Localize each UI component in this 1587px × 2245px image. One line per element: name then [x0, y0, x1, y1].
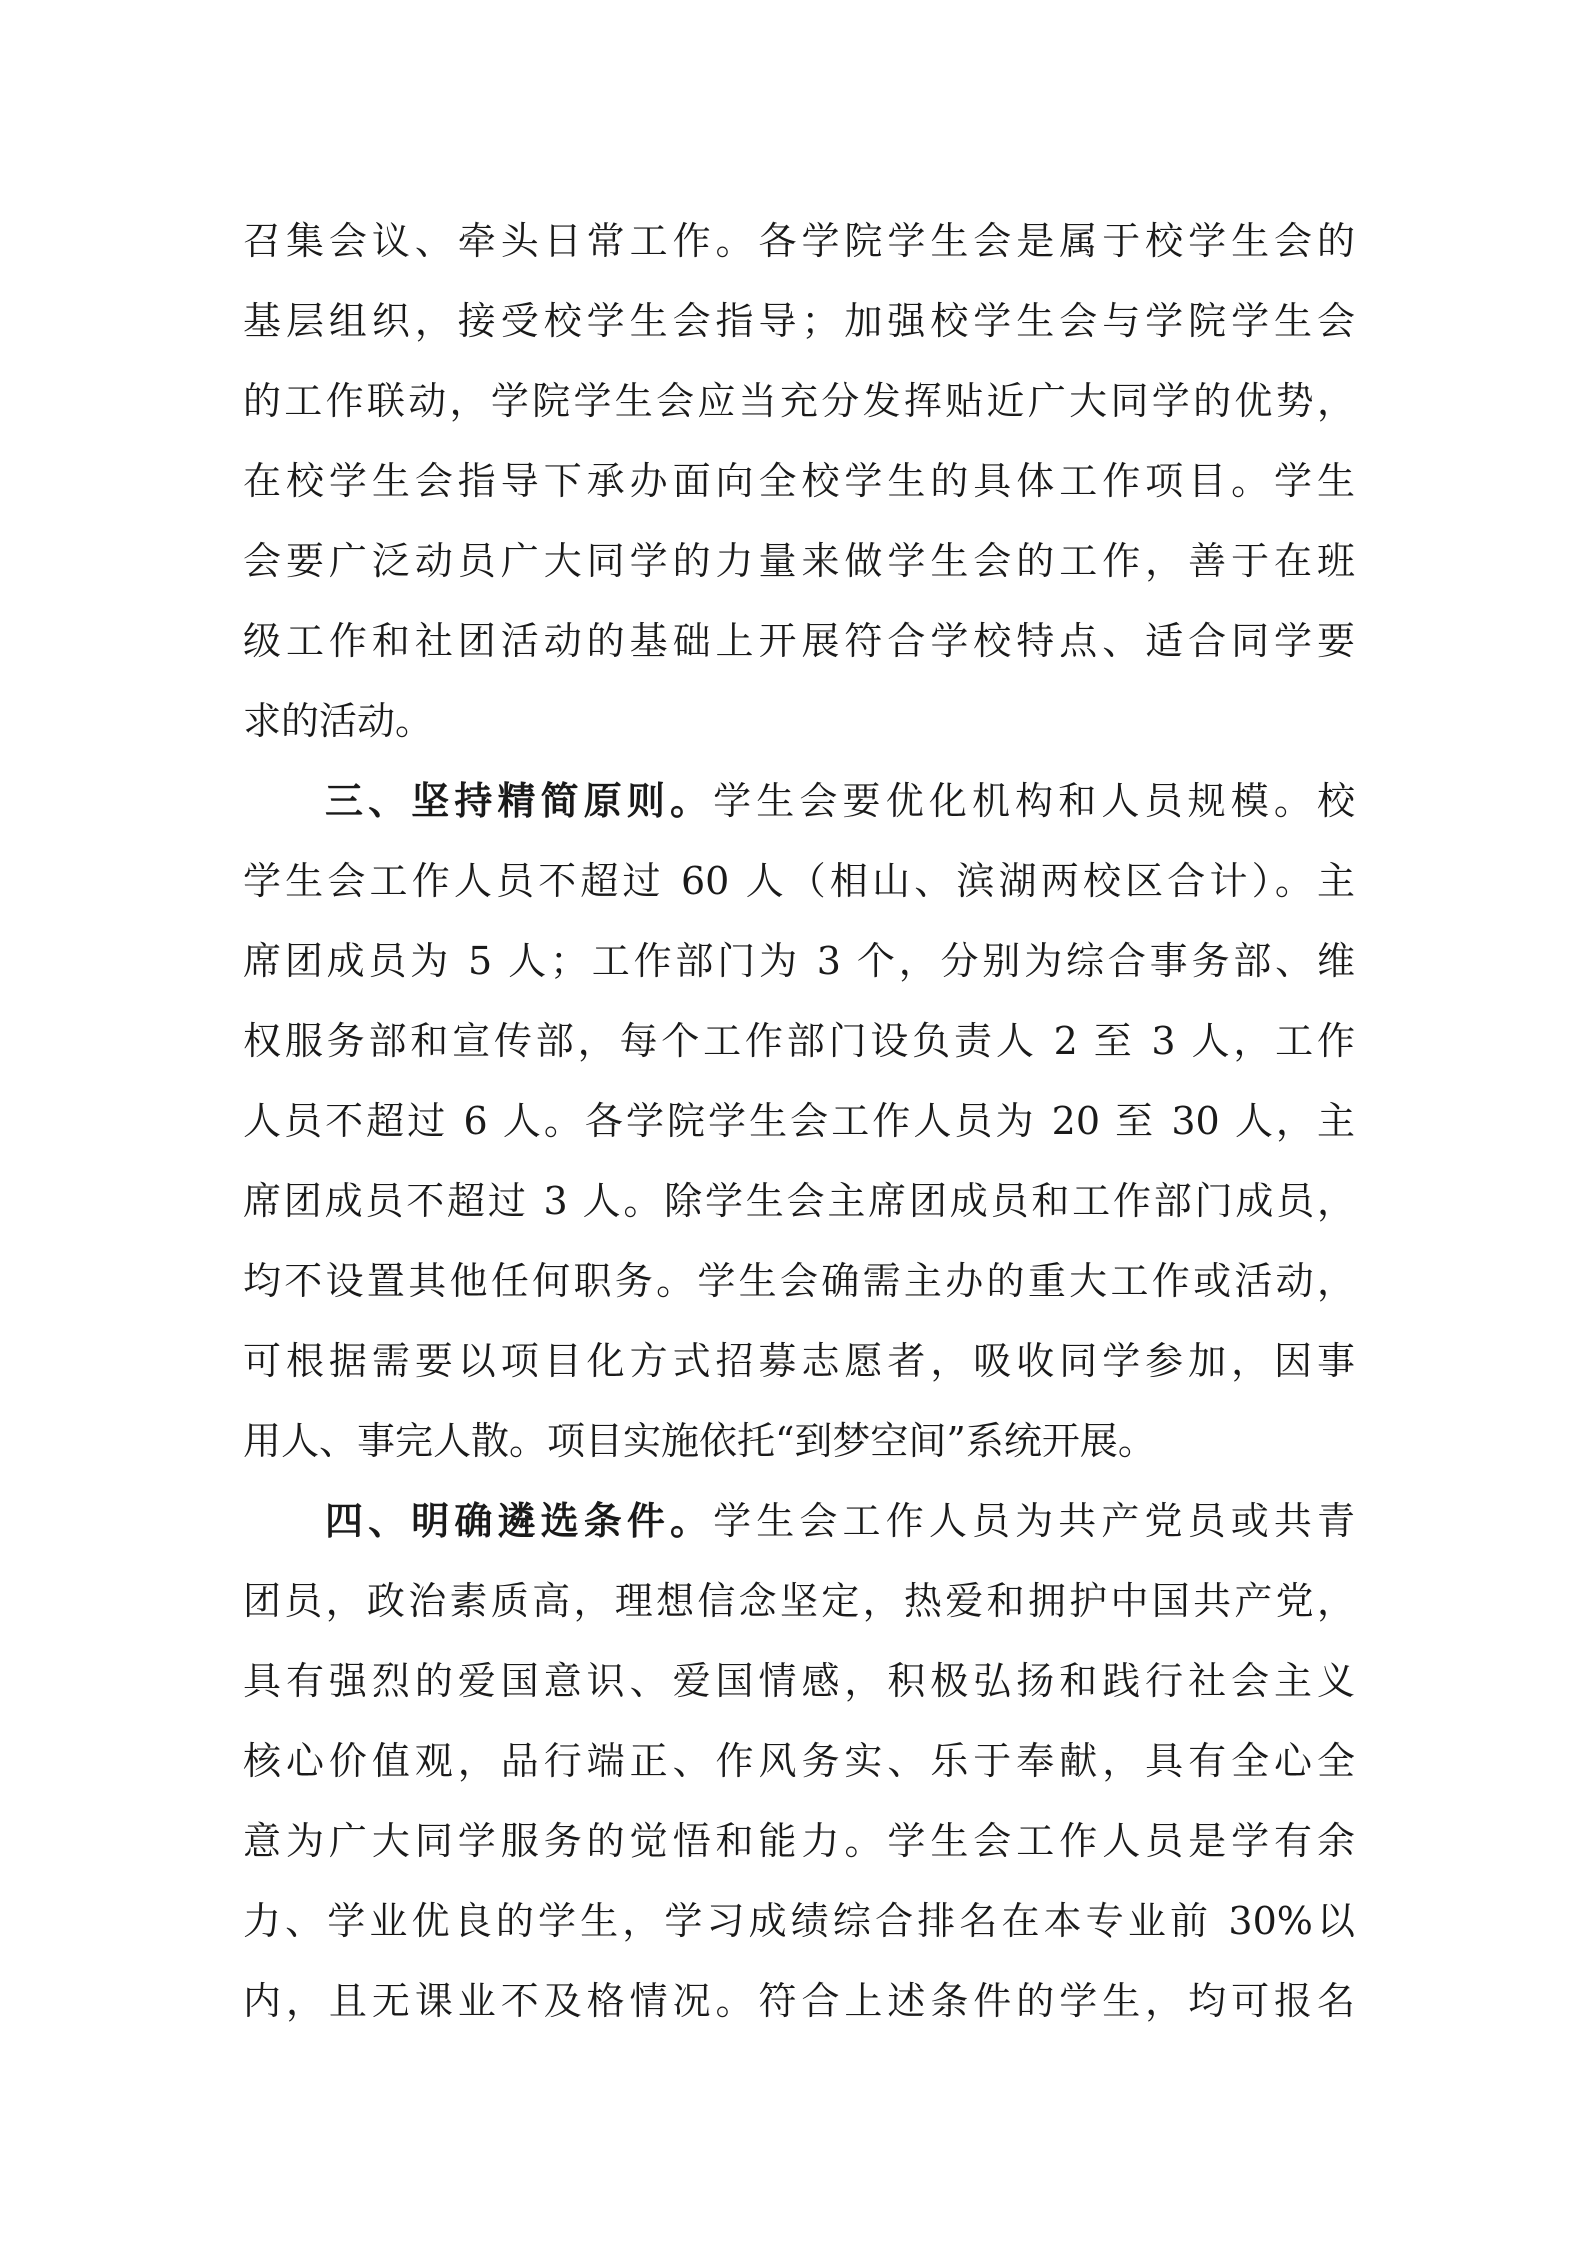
- section-3-first-line: [325, 771, 1355, 831]
- section-4-heading: 四、明确遴选条件。: [325, 1499, 714, 1543]
- section-4-first-text: 学生会工作人员为共产党员或共青: [713, 1499, 1355, 1543]
- paragraph-line: 级工作和社团活动的基础上开展符合学校特点、适合同学要: [243, 619, 1355, 663]
- paragraph-line: 召集会议、牵头日常工作。各学院学生会是属于校学生会的: [243, 219, 1355, 263]
- paragraph-line: 均不设置其他任何职务。学生会确需主办的重大工作或活动，: [243, 1259, 1355, 1303]
- section-3-heading: 三、坚持精简原则。: [325, 779, 714, 823]
- section-3-first-text: 学生会要优化机构和人员规模。校: [713, 779, 1355, 823]
- section-4-first-line: [325, 1491, 1355, 1551]
- paragraph-line: 席团成员不超过 3 人。除学生会主席团成员和工作部门成员，: [243, 1179, 1355, 1223]
- paragraph-line: 求的活动。: [243, 699, 434, 743]
- paragraph-line: 内，且无课业不及格情况。符合上述条件的学生，均可报名: [243, 1979, 1355, 2023]
- paragraph-line: 基层组织，接受校学生会指导；加强校学生会与学院学生会: [243, 299, 1355, 343]
- paragraph-line: 核心价值观，品行端正、作风务实、乐于奉献，具有全心全: [243, 1739, 1355, 1783]
- paragraph-line: 在校学生会指导下承办面向全校学生的具体工作项目。学生: [243, 459, 1355, 503]
- paragraph-line: 学生会工作人员不超过 60 人（相山、滨湖两校区合计）。主: [243, 859, 1355, 903]
- paragraph-line: 力、学业优良的学生，学习成绩综合排名在本专业前 30%以: [243, 1899, 1355, 1943]
- paragraph-line: 的工作联动，学院学生会应当充分发挥贴近广大同学的优势，: [243, 379, 1355, 423]
- paragraph-line: 团员，政治素质高，理想信念坚定，热爱和拥护中国共产党，: [243, 1579, 1355, 1623]
- paragraph-line: 席团成员为 5 人；工作部门为 3 个，分别为综合事务部、维: [243, 939, 1355, 983]
- paragraph-line: 用人、事完人散。项目实施依托“到梦空间”系统开展。: [243, 1419, 1156, 1463]
- paragraph-line: 人员不超过 6 人。各学院学生会工作人员为 20 至 30 人，主: [243, 1099, 1355, 1143]
- paragraph-line: 权服务部和宣传部，每个工作部门设负责人 2 至 3 人，工作: [243, 1019, 1355, 1063]
- paragraph-line: 可根据需要以项目化方式招募志愿者，吸收同学参加，因事: [243, 1339, 1355, 1383]
- paragraph-line: 会要广泛动员广大同学的力量来做学生会的工作，善于在班: [243, 539, 1355, 583]
- paragraph-line: 意为广大同学服务的觉悟和能力。学生会工作人员是学有余: [243, 1819, 1355, 1863]
- paragraph-line: 具有强烈的爱国意识、爱国情感，积极弘扬和践行社会主义: [243, 1659, 1355, 1703]
